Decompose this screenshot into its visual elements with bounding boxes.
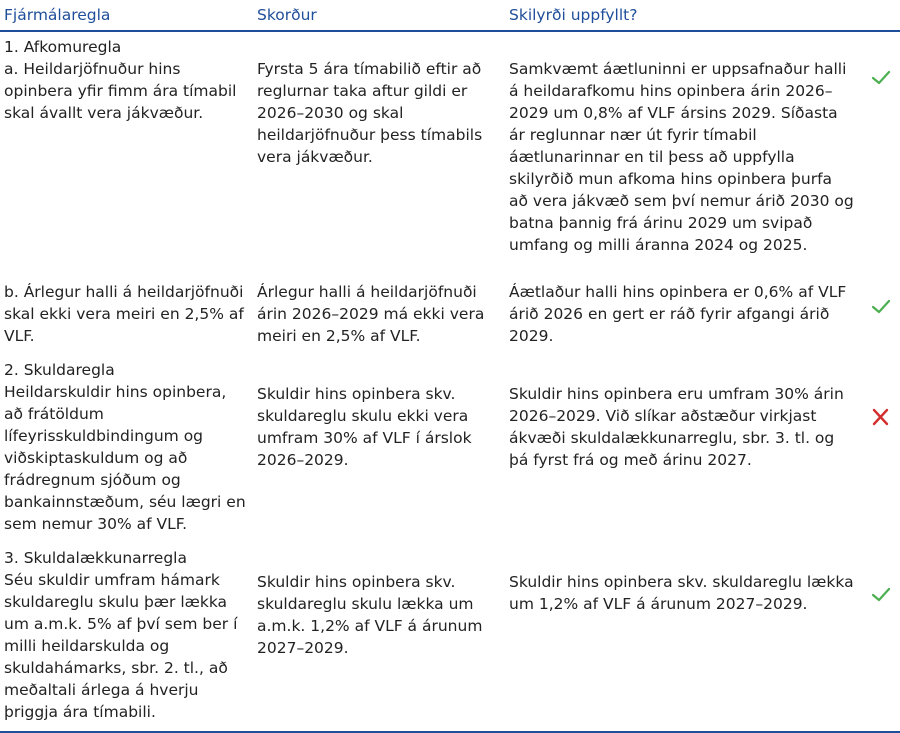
assessment-cell: Áætlaður halli hins opinbera er 0,6% af VLF árið 2026 en gert er ráð fyrir afgangi árið 2029. <box>509 283 847 345</box>
rule-cell: 3. Skuldalækkunarregla Séu skuldir umfram hámark skuldareglu skulu þær lækka um a.m.k. 5% af því sem ber í milli heildarskulda og skuldahámarks, sbr. 2. tl., að meðaltali árlega á hverju þriggja ára tímabili. <box>4 549 238 721</box>
check-icon <box>871 298 891 316</box>
rule-cell: 1. Afkomuregla a. Heildarjöfnuður hins opinbera yfir fimm ára tímabil skal ávallt vera jákvæður. <box>4 38 237 122</box>
cross-icon <box>871 408 891 426</box>
check-icon <box>871 69 891 87</box>
assessment-cell: Skuldir hins opinbera skv. skuldareglu lækka um 1,2% af VLF á árunum 2027–2029. <box>509 573 854 613</box>
column-header-constraint: Skorður <box>257 6 317 24</box>
rule-cell: b. Árlegur halli á heildarjöfnuði skal ekki vera meiri en 2,5% af VLF. <box>4 283 244 345</box>
constraint-cell: Skuldir hins opinbera skv. skuldareglu skulu ekki vera umfram 30% af VLF í árslok 2026–2029. <box>257 385 472 469</box>
constraint-cell: Árlegur halli á heildarjöfnuði árin 2026–2029 má ekki vera meiri en 2,5% af VLF. <box>257 283 485 345</box>
column-header-rule: Fjármálaregla <box>4 6 111 24</box>
assessment-cell: Samkvæmt áætluninni er uppsafnaður halli á heildarafkomu hins opinbera árin 2026–2029 um 0,8% af VLF ársins 2029. Síðasta ár reglunnar nær út fyrir tímabil áætlunarinnar en til þess að uppfylla skilyrðið mun afkoma hins opinbera þurfa að vera jákvæð sem því nemur árið 2030 og batna þannig frá árinu 2029 um svipað umfang og milli áranna 2024 og 2025. <box>509 60 854 254</box>
assessment-cell: Skuldir hins opinbera eru umfram 30% árin 2026–2029. Við slíkar aðstæður virkjast ákvæði skuldalækkunarreglu, sbr. 3. tl. og þá fyrst frá og með árinu 2027. <box>509 385 844 469</box>
constraint-cell: Skuldir hins opinbera skv. skuldareglu skulu lækka um a.m.k. 1,2% af VLF á árunum 2027–2029. <box>257 573 483 657</box>
check-icon <box>871 586 891 604</box>
header-rule-line <box>0 30 900 32</box>
rule-cell: 2. Skuldaregla Heildarskuldir hins opinbera, að frátöldum lífeyrisskuldbindingum og viðskiptaskuldum og að frádregnum sjóðum og bankainnstæðum, séu lægri en sem nemur 30% af VLF. <box>4 361 246 533</box>
constraint-cell: Fyrsta 5 ára tímabilið eftir að reglurnar taka aftur gildi er 2026–2030 og skal heildarjöfnuður þess tímabils vera jákvæður. <box>257 60 483 166</box>
column-header-assessment: Skilyrði uppfyllt? <box>509 6 638 24</box>
